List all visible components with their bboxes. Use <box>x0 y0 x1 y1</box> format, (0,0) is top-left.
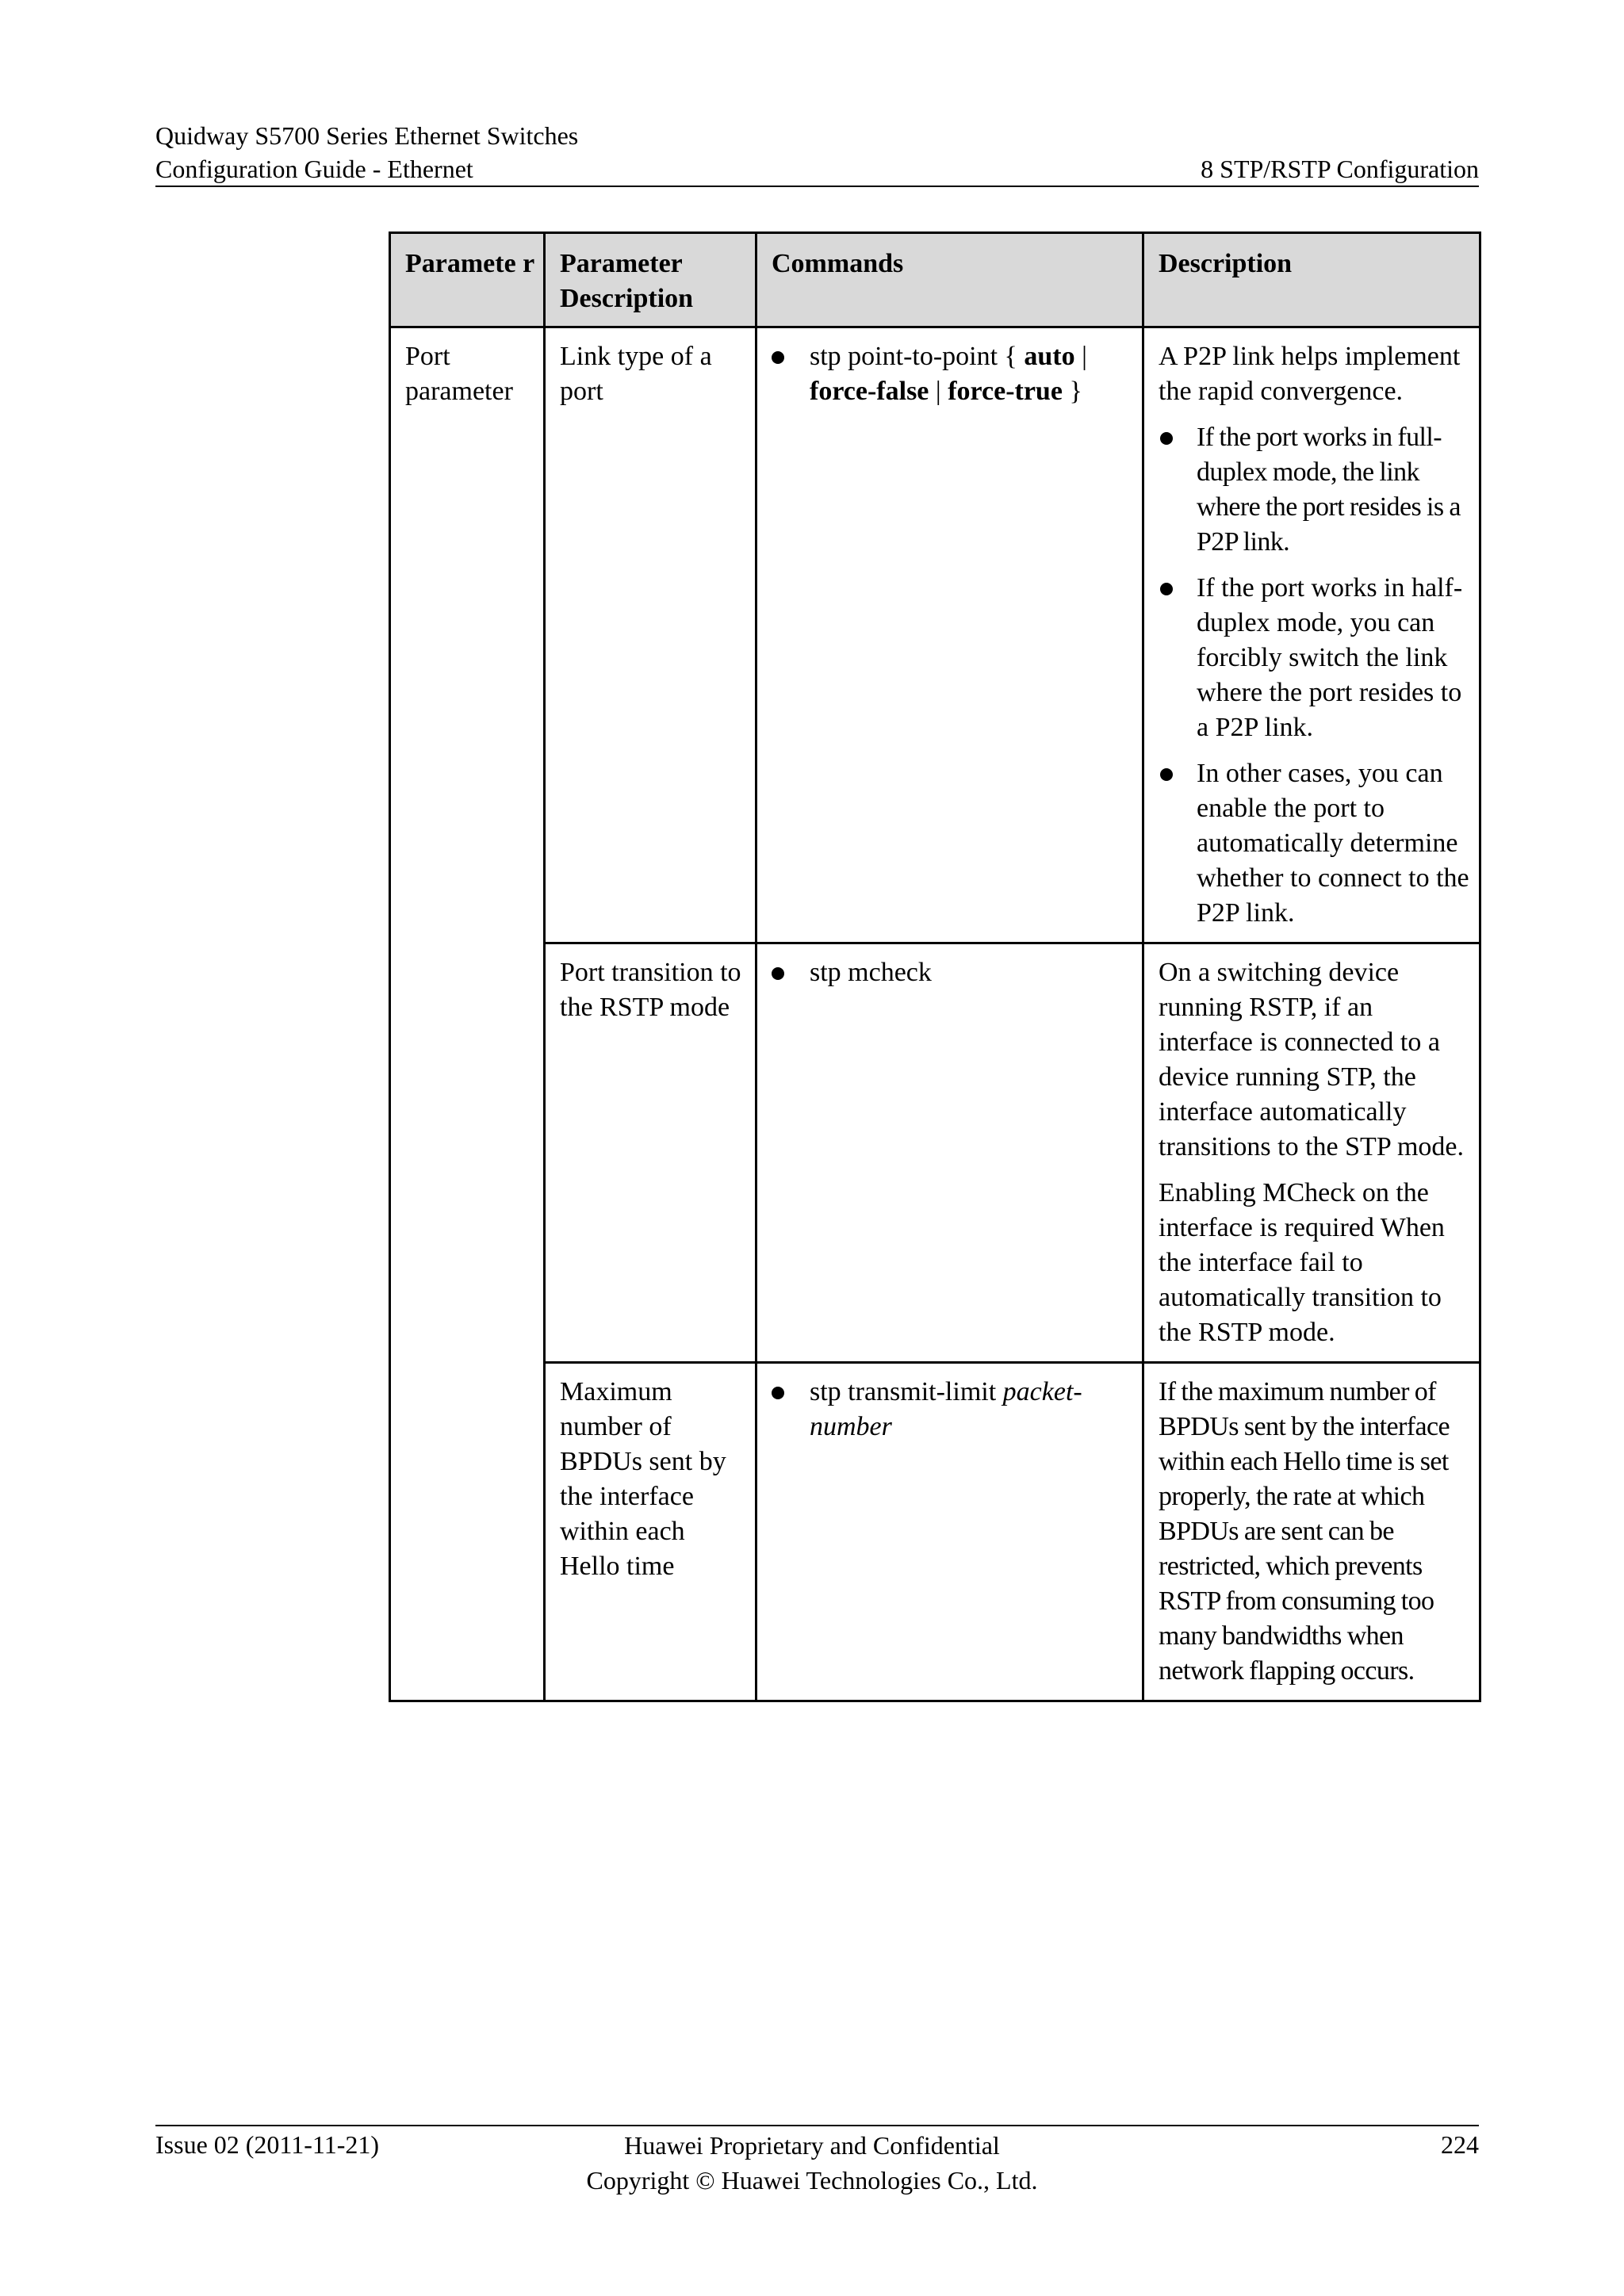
table-row <box>390 1363 1480 1701</box>
command-keyword: auto <box>1024 342 1075 371</box>
description-paragraph: On a switching device running RSTP, if an interface is connected to a device running STP, the interface automatically transitions to the STP mode. <box>1159 958 1465 1161</box>
header-guide-title: Configuration Guide - Ethernet <box>155 155 473 183</box>
command-entry <box>772 339 1134 409</box>
parameter-group-cell: Port parameter <box>390 327 545 1701</box>
table-row <box>390 943 1480 1363</box>
header-chapter-title: 8 STP/RSTP Configuration <box>1201 155 1479 183</box>
command-cell <box>756 1363 1143 1701</box>
description-bullet-item <box>1159 756 1471 931</box>
bullet-text: If the port works in full-duplex mode, the link where the port resides is a P2P link. <box>1197 423 1461 557</box>
column-header-description: Description <box>1143 233 1480 327</box>
parameter-table <box>389 232 1481 1702</box>
command-entry <box>772 955 1134 990</box>
bullet-icon <box>772 351 784 364</box>
table-row <box>390 327 1480 943</box>
footer-confidential: Huawei Proprietary and Confidential <box>624 2131 1000 2160</box>
description-bullet-item <box>1159 571 1471 745</box>
bullet-text: If the port works in half-duplex mode, you can forcibly switch the link where the port resides to a P2P link. <box>1197 573 1463 742</box>
parameter-description-cell: Maximum number of BPDUs sent by the interface within each Hello time <box>545 1363 756 1701</box>
description-cell <box>1143 327 1480 943</box>
bullet-icon <box>1160 432 1173 445</box>
footer-page-number: 224 <box>1441 2130 1479 2159</box>
bullet-icon <box>772 967 784 980</box>
bullet-icon <box>772 1387 784 1399</box>
column-header-commands: Commands <box>756 233 1143 327</box>
command-keyword: force-false <box>810 377 929 406</box>
description-paragraph: A P2P link helps implement the rapid convergence. <box>1159 342 1461 406</box>
footer-copyright: Copyright © Huawei Technologies Co., Ltd. <box>586 2166 1038 2195</box>
header-product-line: Quidway S5700 Series Ethernet Switches <box>155 121 579 150</box>
description-paragraph: Enabling MCheck on the interface is required When the interface fail to automatically transition to the RSTP mode. <box>1159 1178 1445 1347</box>
command-text: stp mcheck <box>810 958 932 987</box>
bullet-icon <box>1160 583 1173 595</box>
command-cell <box>756 327 1143 943</box>
command-separator: | <box>1074 342 1087 371</box>
footer-issue: Issue 02 (2011-11-21) <box>155 2130 380 2159</box>
header-divider <box>155 186 1479 187</box>
bullet-text: In other cases, you can enable the port to automatically determine whether to connect to the P2P link. <box>1197 759 1469 928</box>
parameter-description-cell: Port transition to the RSTP mode <box>545 943 756 1363</box>
footer-center <box>0 2128 1624 2198</box>
command-entry <box>772 1375 1134 1445</box>
description-cell <box>1143 943 1480 1363</box>
command-text: stp point-to-point { <box>810 342 1025 371</box>
parameter-description-cell: Link type of a port <box>545 327 756 943</box>
description-bullet-item <box>1159 420 1471 560</box>
command-text: stp transmit-limit <box>810 1377 1003 1406</box>
description-cell <box>1143 1363 1480 1701</box>
page-header-left <box>155 119 578 186</box>
description-bullet-list <box>1159 420 1471 931</box>
column-header-parameter-description: Parameter Description <box>545 233 756 327</box>
command-argument: packet-number <box>810 1377 1082 1441</box>
table-header-row <box>390 233 1480 327</box>
command-text: } <box>1062 377 1082 406</box>
command-keyword: force-true <box>948 377 1063 406</box>
command-separator: | <box>929 377 948 406</box>
command-cell <box>756 943 1143 1363</box>
footer-divider <box>155 2125 1479 2126</box>
column-header-parameter: Paramete r <box>390 233 545 327</box>
description-paragraph: If the maximum number of BPDUs sent by the interface within each Hello time is set properly, the rate at which BPDUs are sent can be restricted, which prevents RSTP from consuming too many bandwidths when network flapping occurs. <box>1159 1377 1450 1686</box>
bullet-icon <box>1160 768 1173 781</box>
